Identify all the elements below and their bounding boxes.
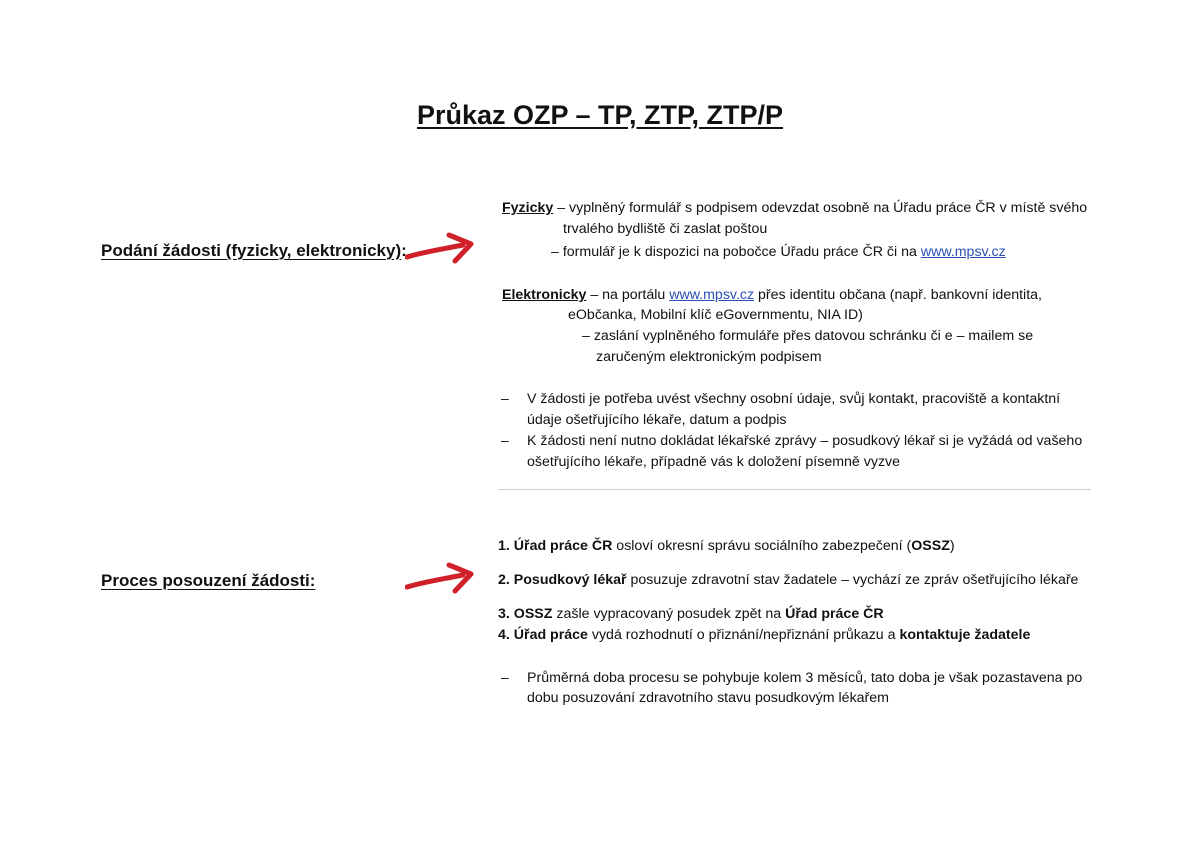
section-label-podani (101, 241, 407, 261)
elektronicky-text-1b: přes identitu občana (např. bankovní identita, (754, 287, 1042, 303)
step-1-text: osloví okresní správu sociálního zabezpečení ( (612, 538, 912, 554)
step-1-num: 1. (498, 538, 510, 554)
fyzicky-text-1: – vyplněný formulář s podpisem odevzdat osobně na Úřadu práce ČR v místě svého (553, 200, 1088, 216)
step-3-bold: OSSZ (513, 606, 553, 622)
step-4-bold: Úřad práce (513, 627, 588, 643)
page-title: Průkaz OZP – TP, ZTP, ZTP/P (416, 100, 784, 130)
step-4-bold2: kontaktuje žadatele (899, 627, 1031, 643)
fyzicky-text-3: – formulář je k dispozici na pobočce Úřadu práce ČR či na (551, 244, 921, 260)
fyzicky-label: Fyzicky (502, 200, 554, 216)
elektronicky-line-3: – zaslání vyplněného formuláře přes datovou schránku či e – mailem se (582, 328, 1034, 344)
bullet-1-line-2: údaje ošetřujícího lékaře, datum a podpis (527, 412, 787, 428)
fyzicky-line-2: trvalého bydliště či zaslat poštou (563, 221, 768, 237)
section-label-colon: : (401, 241, 407, 260)
step-1 (498, 536, 955, 557)
note-line-1: Průměrná doba procesu se pohybuje kolem 3 měsíců, tato doba je však pozastavena po (527, 670, 1083, 686)
step-3-bold2: Úřad práce ČR (785, 606, 884, 622)
step-2-bold: Posudkový lékař (513, 572, 627, 588)
elektronicky-line-4: zaručeným elektronickým podpisem (596, 349, 822, 365)
bullet-dash-1: – (501, 390, 509, 406)
step-2-num: 2. (498, 572, 510, 588)
note-dash: – (501, 669, 509, 685)
step-2-text: posuzuje zdravotní stav žadatele – vychází ze zpráv ošetřujícího lékaře (626, 572, 1079, 588)
red-arrow-icon (405, 230, 475, 266)
step-2 (498, 570, 1078, 591)
elektronicky-label: Elektronicky (502, 287, 587, 303)
red-arrow-icon (405, 560, 475, 596)
section-divider (498, 489, 1091, 490)
fyzicky-line-1 (502, 198, 1087, 219)
step-1-bold: Úřad práce ČR (513, 538, 613, 554)
step-4-num: 4. (498, 627, 510, 643)
mpsv-link-2[interactable]: www.mpsv.cz (669, 287, 755, 303)
elektronicky-text-1a: – na portálu (586, 287, 670, 303)
fyzicky-line-3 (551, 242, 1006, 263)
step-3-text: zašle vypracovaný posudek zpět na (552, 606, 786, 622)
section-label-proces: Proces posouzení žádosti: (101, 571, 316, 590)
bullet-dash-2: – (501, 432, 509, 448)
step-1-bold2: OSSZ (911, 538, 950, 554)
step-1-text2: ) (949, 538, 955, 554)
step-4 (498, 625, 1030, 646)
note-line-2: dobu posuzování zdravotního stavu posudkovým lékařem (527, 690, 889, 706)
mpsv-link[interactable]: www.mpsv.cz (920, 244, 1006, 260)
bullet-1-line-1: V žádosti je potřeba uvést všechny osobní údaje, svůj kontakt, pracoviště a kontaktní (527, 391, 1061, 407)
step-3 (498, 604, 884, 625)
elektronicky-line-1 (502, 285, 1042, 306)
section-label-podani-text: Podání žádosti (fyzicky, elektronicky) (101, 241, 402, 260)
elektronicky-line-2: eObčanka, Mobilní klíč eGovernmentu, NIA ID) (568, 307, 863, 323)
bullet-2-line-1: K žádosti není nutno dokládat lékařské zprávy – posudkový lékař si je vyžádá od vašeho (527, 433, 1083, 449)
step-3-num: 3. (498, 606, 510, 622)
step-4-text: vydá rozhodnutí o přiznání/nepřiznání průkazu a (587, 627, 900, 643)
bullet-2-line-2: ošetřujícího lékaře, případně vás k doložení písemně vyzve (527, 454, 901, 470)
